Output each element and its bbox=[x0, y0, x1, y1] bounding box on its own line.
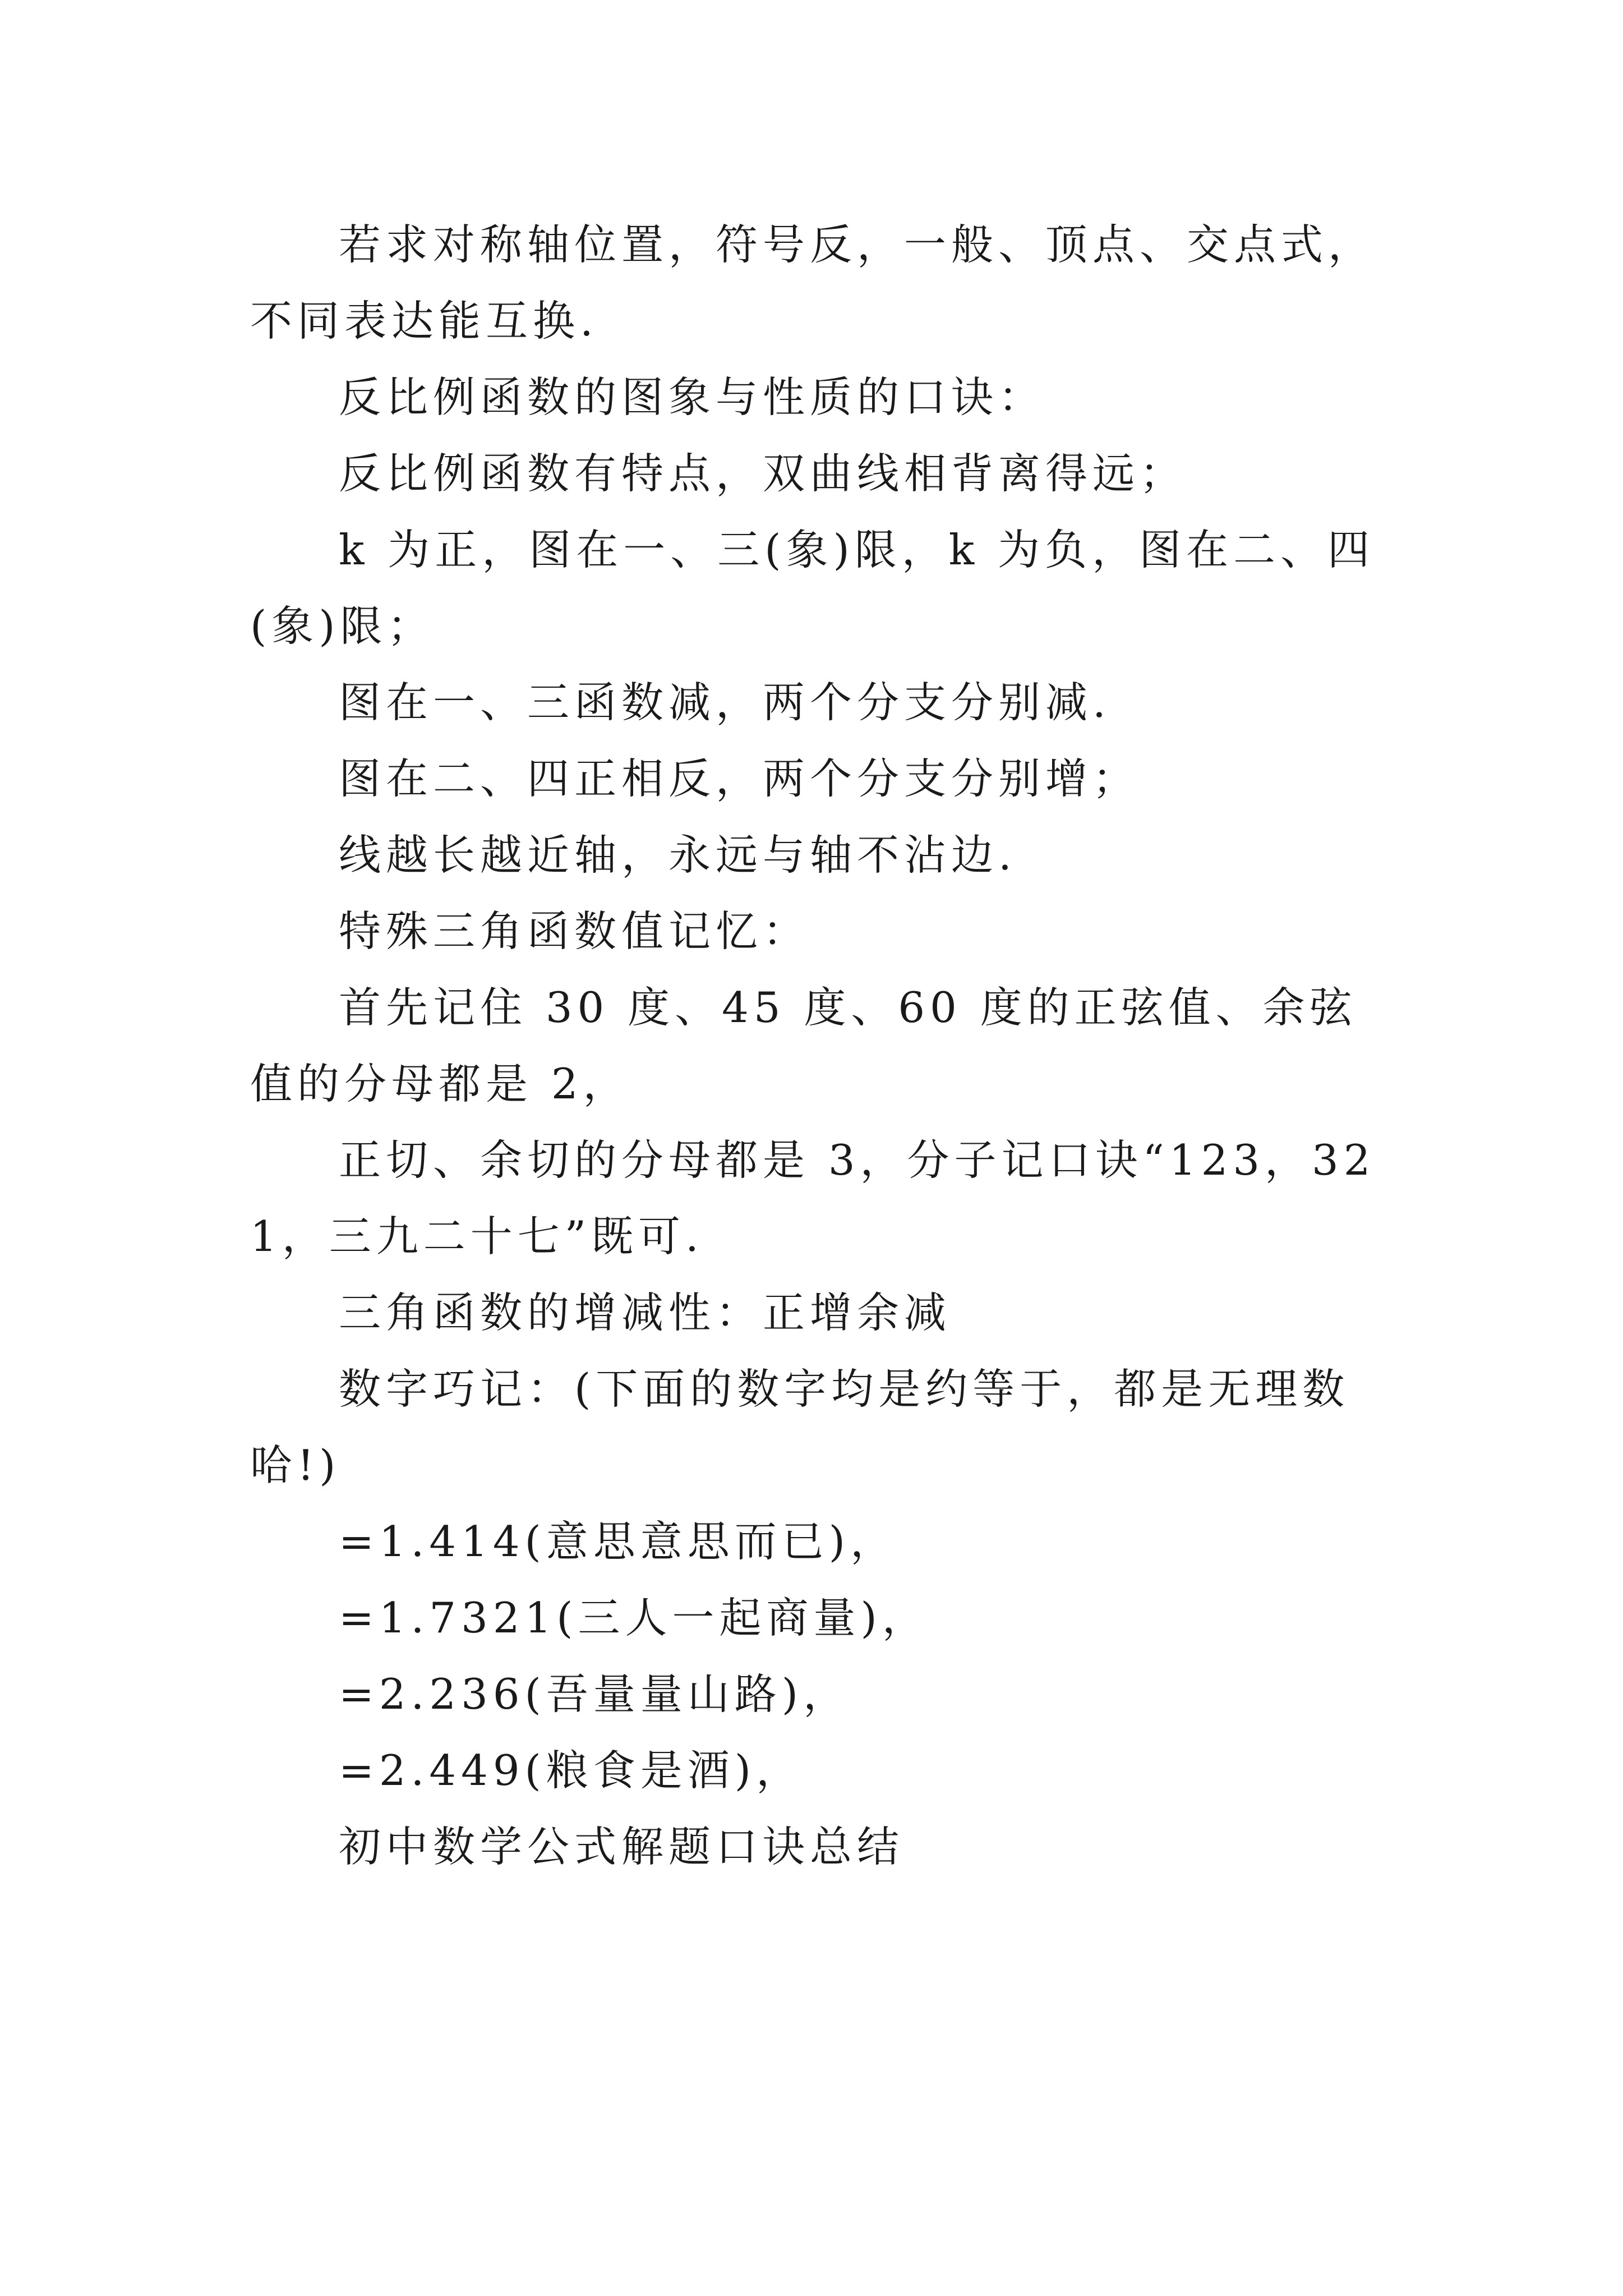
paragraph-inverse-function-rule-3: 图在一、三函数减，两个分支分别减. bbox=[339, 678, 1111, 727]
paragraph-inverse-function-rule-4: 图在二、四正相反，两个分支分别增； bbox=[339, 754, 1140, 803]
paragraph-sqrt-2: =1.414(意思意思而已)， bbox=[339, 1517, 898, 1566]
paragraph-sqrt-6: =2.449(粮食是酒)， bbox=[339, 1746, 804, 1795]
paragraph-number-memory-heading: 数字巧记：(下面的数字均是约等于，都是无理数哈!) bbox=[250, 1364, 1350, 1490]
paragraph-axis-of-symmetry: 若求对称轴位置，符号反，一般、顶点、交点式，不同表达能互换. bbox=[250, 220, 1376, 346]
paragraph-sqrt-5: =2.236(吾量量山路)， bbox=[339, 1669, 851, 1719]
paragraph-trig-monotonicity: 三角函数的增减性：正增余减 bbox=[339, 1288, 952, 1337]
document-body bbox=[250, 206, 1377, 1885]
paragraph-trig-values-tangent: 正切、余切的分母都是 3，分子记口诀“123，321，三九二十七”既可. bbox=[250, 1135, 1376, 1261]
paragraph-closing-title: 初中数学公式解题口诀总结 bbox=[339, 1822, 905, 1871]
paragraph-inverse-function-rule-5: 线越长越近轴，永远与轴不沾边. bbox=[339, 830, 1017, 880]
paragraph-inverse-function-rule-2: k 为正，图在一、三(象)限，k 为负，图在二、四(象)限； bbox=[250, 525, 1375, 651]
paragraph-trig-values-heading: 特殊三角函数值记忆： bbox=[339, 907, 810, 956]
paragraph-trig-values-sine-cosine: 首先记住 30 度、45 度、60 度的正弦值、余弦值的分母都是 2， bbox=[250, 983, 1357, 1108]
paragraph-sqrt-3: =1.7321(三人一起商量)， bbox=[339, 1593, 929, 1642]
paragraph-inverse-function-heading: 反比例函数的图象与性质的口诀： bbox=[339, 372, 1046, 422]
paragraph-inverse-function-rule-1: 反比例函数有特点，双曲线相背离得远； bbox=[339, 449, 1187, 498]
